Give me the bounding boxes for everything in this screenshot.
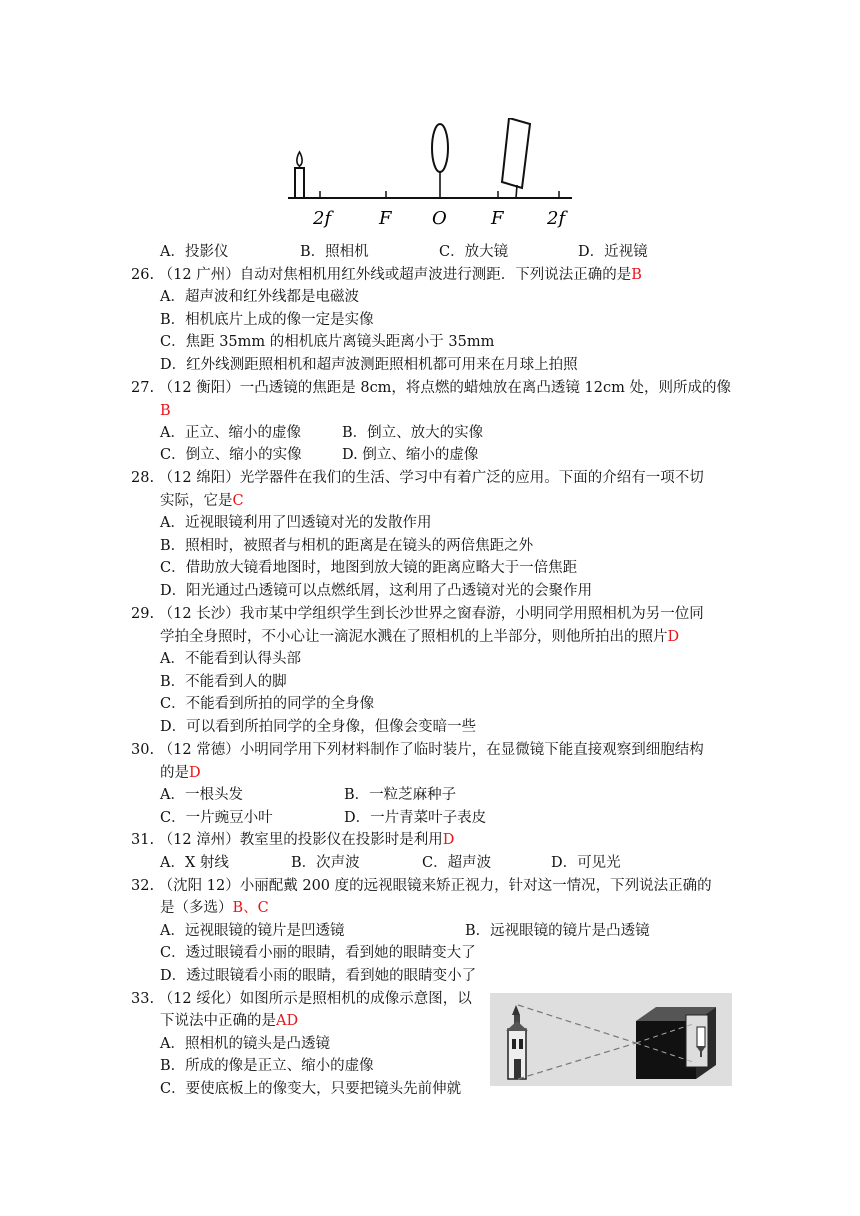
q27-stem (131, 378, 731, 398)
screen-icon (502, 118, 530, 198)
q30-text: （12 常德）小明同学用下列材料制作了临时装片，在显微镜下能直接观察到细胞结构 (158, 742, 704, 758)
q30-stem (131, 740, 704, 760)
q29-number: 29. (131, 606, 155, 622)
q33-answer: AD (276, 1013, 299, 1029)
q28-option-d: D．阳光通过凸透镜可以点燃纸屑，这利用了凸透镜对光的会聚作用 (160, 583, 593, 599)
label-f-right: F (491, 208, 504, 229)
q26-stem (131, 265, 642, 285)
q25-option-a: A．投影仪 (160, 244, 229, 260)
q31-option-b: B．次声波 (291, 855, 360, 871)
q28-stem-cont: 实际，它是C (160, 493, 244, 509)
q26-option-d: D．红外线测距照相机和超声波测距照相机都可用来在月球上拍照 (160, 357, 578, 373)
q28-stem (131, 468, 704, 488)
church-icon (506, 1005, 528, 1079)
q28-number: 28. (131, 470, 155, 486)
q26-option-b: B．相机底片上成的像一定是实像 (160, 312, 374, 328)
q33-option-c: C．要使底板上的像变大，只要把镜头先前伸就 (160, 1081, 462, 1097)
q29-option-b: B．不能看到人的脚 (160, 674, 287, 690)
q33-option-b: B．所成的像是正立、缩小的虚像 (160, 1058, 374, 1074)
q29-option-c: C．不能看到所拍的同学的全身像 (160, 696, 375, 712)
q26-answer: B (631, 267, 642, 283)
label-2f-left: 2f (313, 208, 332, 229)
q32-option-d: D．透过眼镜看小雨的眼睛，看到她的眼睛变小了 (160, 968, 477, 984)
q28-option-c: C．借助放大镜看地图时，地图到放大镜的距离应略大于一倍焦距 (160, 560, 578, 576)
q27-text: （12 衡阳）一凸透镜的焦距是 8cm，将点燃的蜡烛放在离凸透镜 12cm 处，则所成的像 (158, 380, 731, 396)
q28-option-a: A．近视眼镜利用了凹透镜对光的发散作用 (160, 515, 432, 531)
camera-imaging-figure (490, 993, 732, 1086)
q33-stem-cont: 下说法中正确的是AD (160, 1013, 299, 1029)
q30-option-a: A．一根头发 (160, 787, 243, 803)
optics-diagram (280, 118, 580, 238)
q26-option-c: C．焦距 35mm 的相机底片离镜头距离小于 35mm (160, 334, 495, 350)
q32-stem-cont: 是（多选）B、C (160, 900, 269, 916)
q30-stem-cont: 的是D (160, 765, 201, 781)
q31-stem (131, 830, 454, 850)
label-2f-right: 2f (547, 208, 566, 229)
q26-text: （12 广州）自动对焦相机用红外线或超声波进行测距．下列说法正确的是 (158, 267, 632, 283)
q25-option-d: D．近视镜 (578, 244, 648, 260)
q31-option-c: C．超声波 (422, 855, 492, 871)
q25-option-c: C．放大镜 (439, 244, 509, 260)
q31-text: （12 漳州）教室里的投影仪在投影时是利用 (158, 832, 443, 848)
q25-option-b: B．照相机 (300, 244, 369, 260)
q32-answer: B、C (232, 900, 269, 916)
q31-answer: D (442, 832, 455, 848)
q26-option-a: A．超声波和红外线都是电磁波 (160, 289, 359, 305)
q29-option-a: A．不能看到认得头部 (160, 651, 301, 667)
q29-stem (131, 604, 704, 624)
q27-option-d: D. 倒立、缩小的虚像 (342, 447, 479, 463)
label-o: O (432, 208, 447, 229)
q30-option-b: B．一粒芝麻种子 (344, 787, 457, 803)
q32-text: （沈阳 12）小丽配戴 200 度的远视眼镜来矫正视力，针对这一情况，下列说法正确的 (158, 878, 712, 894)
q27-number: 27. (131, 380, 155, 396)
q28-answer: C (232, 493, 244, 509)
q29-text: （12 长沙）我市某中学组织学生到长沙世界之窗春游，小明同学用照相机为另一位同 (158, 606, 704, 622)
q33-option-a: A．照相机的镜头是凸透镜 (160, 1036, 330, 1052)
q31-number: 31. (131, 832, 155, 848)
q33-stem (131, 989, 472, 1009)
q27-option-a: A．正立、缩小的虚像 (160, 425, 301, 441)
q27-option-b: B．倒立、放大的实像 (342, 425, 484, 441)
q31-option-a: A．X 射线 (160, 855, 229, 871)
q32-option-b: B．远视眼镜的镜片是凸透镜 (465, 923, 650, 939)
q30-number: 30. (131, 742, 155, 758)
q28-text: （12 绵阳）光学器件在我们的生活、学习中有着广泛的应用。下面的介绍有一项不切 (158, 470, 704, 486)
convex-lens-icon (432, 124, 448, 198)
q31-option-d: D．可见光 (551, 855, 621, 871)
q29-answer: D (667, 629, 680, 645)
q30-option-c: C．一片豌豆小叶 (160, 810, 273, 826)
q30-answer: D (189, 765, 201, 781)
q33-text: （12 绥化）如图所示是照相机的成像示意图，以 (158, 991, 472, 1007)
q27-answer: B (160, 403, 171, 419)
q32-stem (131, 876, 712, 896)
camera-box-icon (636, 1007, 716, 1079)
q30-option-d: D．一片青菜叶子表皮 (344, 810, 487, 826)
q32-option-a: A．远视眼镜的镜片是凹透镜 (160, 923, 345, 939)
q27-option-c: C．倒立、缩小的实像 (160, 447, 302, 463)
q29-stem-cont: 学拍全身照时，不小心让一滴泥水溅在了照相机的上半部分，则他所拍出的照片D (160, 629, 680, 645)
q32-number: 32. (131, 878, 155, 894)
q33-number: 33. (131, 991, 155, 1007)
q29-option-d: D．可以看到所拍同学的全身像，但像会变暗一些 (160, 719, 477, 735)
q28-option-b: B．照相时，被照者与相机的距离是在镜头的两倍焦距之外 (160, 538, 534, 554)
q26-number: 26. (131, 267, 155, 283)
q32-option-c: C．透过眼镜看小丽的眼睛，看到她的眼睛变大了 (160, 945, 476, 961)
label-f-left: F (379, 208, 392, 229)
candle-icon (295, 152, 304, 198)
